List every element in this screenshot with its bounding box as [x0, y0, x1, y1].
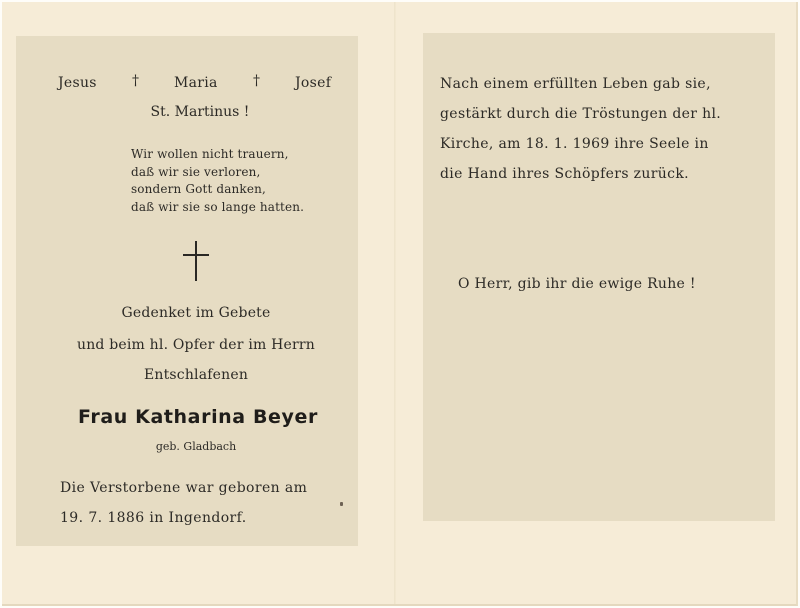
verse-line: sondern Gott danken,	[131, 182, 266, 197]
death-notice-line: die Hand ihres Schöpfers zurück.	[440, 166, 689, 182]
deceased-name: Frau Katharina Beyer	[78, 406, 318, 428]
memorial-line: Entschlafenen	[143, 367, 249, 383]
header-maria: Maria	[174, 75, 218, 91]
memorial-line: Gedenket im Gebete	[121, 305, 271, 321]
mourning-verse	[131, 146, 304, 217]
header-josef: Josef	[295, 75, 332, 91]
verse-line: daß wir sie so lange hatten.	[131, 200, 305, 215]
memorial-line: und beim hl. Opfer der im Herrn	[76, 337, 316, 353]
header-jesus: Jesus	[58, 75, 97, 91]
death-notice-line: Kirche, am 18. 1. 1969 ihre Seele in	[440, 136, 709, 152]
small-cross-icon: †	[253, 73, 260, 89]
paper-speck	[340, 502, 343, 506]
death-notice-line: gestärkt durch die Tröstungen der hl.	[440, 106, 722, 122]
verse-line: Wir wollen nicht trauern,	[131, 147, 289, 161]
maiden-name: geb. Gladbach	[155, 440, 237, 453]
birth-line: Die Verstorbene war geboren am	[60, 480, 308, 496]
saint-line: St. Martinus !	[150, 104, 250, 120]
birth-line: 19. 7. 1886 in Ingendorf.	[60, 510, 247, 526]
closing-prayer: O Herr, gib ihr die ewige Ruhe !	[458, 276, 696, 292]
small-cross-icon: †	[132, 73, 139, 89]
card-fold	[394, 2, 396, 604]
death-notice-line: Nach einem erfüllten Leben gab sie,	[440, 76, 711, 92]
verse-line: daß wir sie verloren,	[131, 164, 261, 179]
